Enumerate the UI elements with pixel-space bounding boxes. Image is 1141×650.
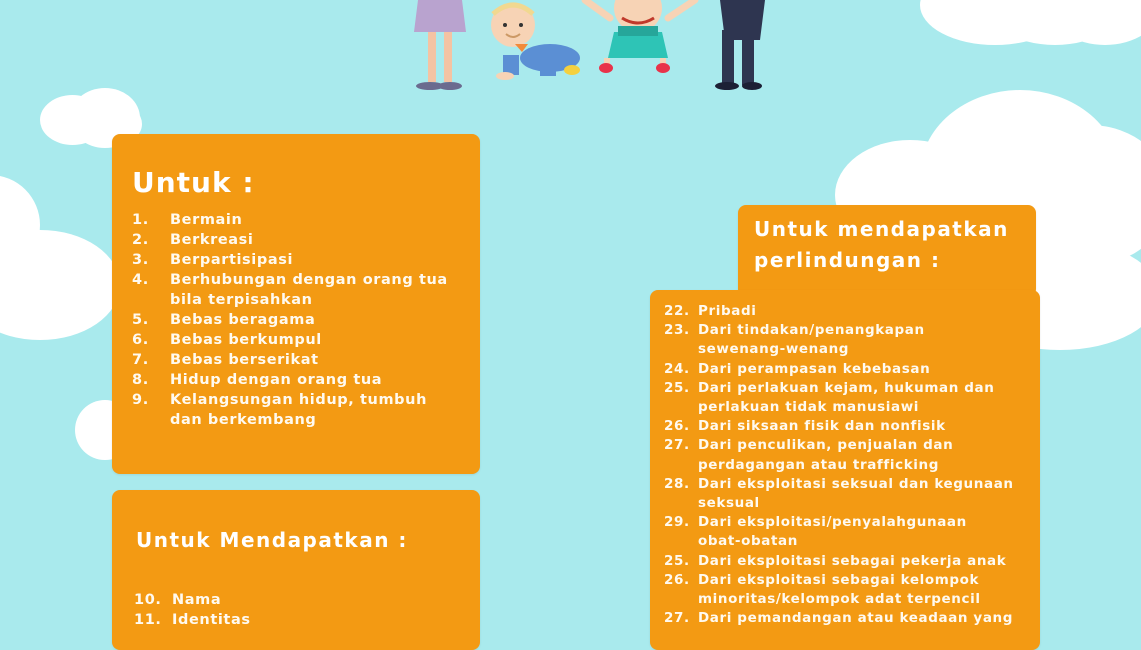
list-item-text: Dari eksploitasi seksual dan kegunaan seksual [698, 475, 1014, 512]
list-item-number: 27. [664, 610, 690, 627]
list-item-text: Bebas beragama [170, 312, 316, 328]
list-item-number: 10. [134, 592, 162, 608]
list-item-text: Dari perampasan kebebasan [698, 360, 931, 377]
list-item-number: 3. [132, 252, 149, 268]
list-item-text: Bebas berserikat [170, 352, 319, 368]
list-item-text: Identitas [172, 612, 251, 628]
list-item-text: Dari tindakan/penangkapan sewenang-wenang [698, 322, 925, 358]
list-item-text: Berpartisipasi [170, 252, 294, 268]
list-item-number: 25. [664, 552, 690, 569]
list-item-number: 25. [664, 379, 690, 396]
list-item [664, 360, 1034, 379]
list-item-text: Bebas berkumpul [170, 332, 322, 348]
list-item [664, 436, 1034, 474]
list-item-text: Dari perlakuan kejam, hukuman dan perlakuan tidak manusiawi [698, 379, 995, 416]
list-item [134, 610, 464, 630]
list-item-number: 23. [664, 322, 690, 339]
list-item [132, 250, 472, 270]
list-item-number: 1. [132, 212, 149, 228]
list-item-text: Berkreasi [170, 232, 254, 248]
list-item-text: Nama [172, 592, 222, 608]
list-item-text: Berhubungan dengan orang tua bila terpisahkan [170, 272, 448, 308]
list-item-number: 24. [664, 360, 690, 377]
rights-list [132, 210, 472, 430]
list-item-number: 9. [132, 392, 149, 408]
family-illustration [0, 0, 1141, 110]
list-item [132, 270, 472, 310]
list-item-text: Bermain [170, 212, 243, 228]
rights-panel-untuk-mendapatkan [112, 490, 480, 650]
list-item-text: Kelangsungan hidup, tumbuh dan berkembang [170, 392, 428, 428]
list-item [132, 390, 472, 430]
list-item [132, 350, 472, 370]
list-item [132, 330, 472, 350]
list-item-number: 2. [132, 232, 149, 248]
list-item [664, 513, 1034, 551]
list-item-number: 29. [664, 514, 690, 531]
list-item-number: 4. [132, 272, 149, 288]
list-item-number: 5. [132, 312, 149, 328]
list-item-text: Dari eksploitasi sebagai kelompok minoritas/kelompok adat terpencil [698, 571, 981, 608]
list-item [132, 370, 472, 390]
panel-title: Untuk Mendapatkan : [136, 528, 408, 552]
list-item-text: Dari pemandangan atau keadaan yang [698, 610, 1014, 627]
list-item [132, 210, 472, 230]
list-item-number: 7. [132, 352, 149, 368]
list-item-text: Dari eksploitasi sebagai pekerja anak [698, 552, 1007, 569]
list-item [664, 609, 1034, 628]
list-item [664, 552, 1034, 571]
list-item [664, 571, 1034, 609]
list-item [664, 417, 1034, 436]
rights-panel-untuk [112, 134, 480, 474]
list-item-number: 11. [134, 612, 162, 628]
list-item [132, 230, 472, 250]
toddler-figure [585, 0, 695, 73]
list-item-number: 22. [664, 303, 690, 319]
list-item-number: 27. [664, 437, 690, 454]
panel-title: Untuk : [132, 166, 255, 199]
mother-figure [414, 0, 466, 90]
list-item [664, 321, 1034, 359]
list-item-text: Dari eksploitasi/penyalahgunaan obat-obatan [698, 514, 967, 550]
list-item-number: 8. [132, 372, 149, 388]
list-item-text: Dari penculikan, penjualan dan perdagangan atau trafficking [698, 437, 954, 473]
list-item-number: 6. [132, 332, 149, 348]
list-item [132, 310, 472, 330]
list-item-text: Dari siksaan fisik dan nonfisik [698, 418, 946, 435]
list-item [664, 475, 1034, 513]
list-item [664, 302, 1034, 321]
protection-list-panel [650, 290, 1040, 650]
list-item [664, 379, 1034, 417]
list-item-text: Hidup dengan orang tua [170, 372, 383, 388]
protection-list [664, 302, 1034, 628]
panel-title-line2: perlindungan : [754, 248, 941, 272]
list-item-number: 26. [664, 418, 690, 435]
list-item-number: 28. [664, 475, 690, 492]
rights-list [134, 590, 464, 630]
panel-title-line1: Untuk mendapatkan [754, 217, 1009, 241]
father-figure [715, 0, 765, 90]
list-item [134, 590, 464, 610]
list-item-text: Pribadi [698, 303, 757, 319]
protection-header-panel [738, 205, 1036, 297]
crawling-baby-figure [491, 3, 580, 80]
list-item-number: 26. [664, 571, 690, 588]
